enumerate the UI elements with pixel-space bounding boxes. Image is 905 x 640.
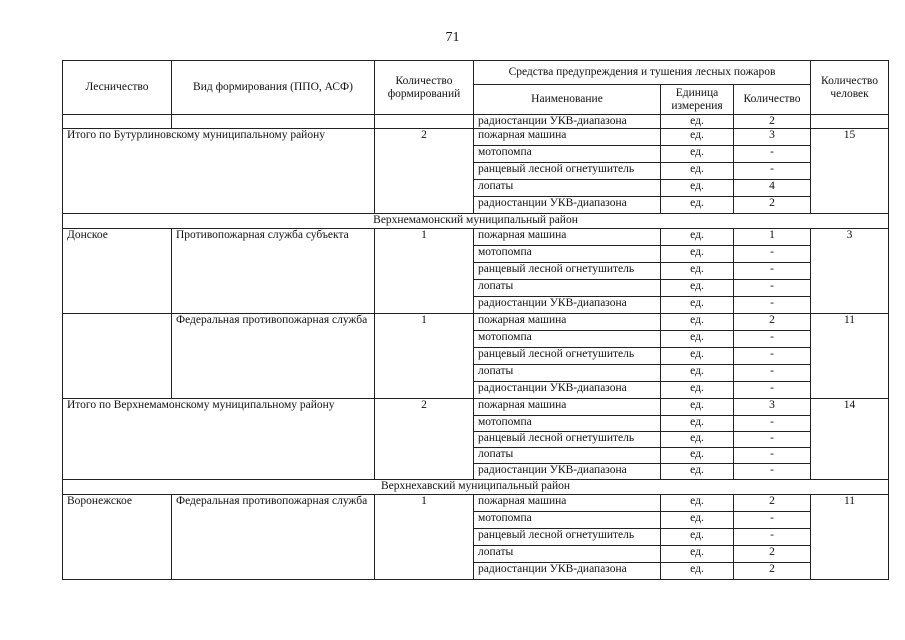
item-unit-cell: ед. [661,180,734,197]
item-name-cell: радиостанции УКВ-диапазона [474,382,661,399]
item-name-cell: ранцевый лесной огнетушитель [474,263,661,280]
header-means: Средства предупреждения и тушения лесных пожаров [474,61,811,85]
item-name-cell: ранцевый лесной огнетушитель [474,348,661,365]
item-unit-cell: ед. [661,229,734,246]
item-name-cell: ранцевый лесной огнетушитель [474,529,661,546]
forestry-cell [63,115,172,129]
item-name-cell: мотопомпа [474,146,661,163]
item-unit-cell: ед. [661,512,734,529]
forestry-cell: Итого по Бутурлиновскому муниципальному району [63,129,375,214]
item-unit-cell: ед. [661,365,734,382]
item-name-cell: радиостанции УКВ-диапазона [474,563,661,580]
forestry-cell: Донское [63,229,172,314]
people-cell: 11 [811,495,889,580]
item-name-cell: пожарная машина [474,495,661,512]
item-unit-cell: ед. [661,280,734,297]
item-unit-cell: ед. [661,246,734,263]
item-qty-cell: - [734,163,811,180]
item-unit-cell: ед. [661,495,734,512]
people-cell: 14 [811,399,889,480]
section-row [63,480,889,495]
item-name-cell: радиостанции УКВ-диапазона [474,297,661,314]
item-qty-cell: 2 [734,197,811,214]
item-qty-cell: 2 [734,314,811,331]
header-formation-type: Вид формирования (ППО, АСФ) [172,61,375,115]
section-row [63,214,889,229]
item-name-cell: пожарная машина [474,314,661,331]
item-name-cell: мотопомпа [474,331,661,348]
item-qty-cell: - [734,365,811,382]
formation-count-cell: 2 [375,399,474,480]
formation-type-cell: Федеральная противопожарная служба [172,495,375,580]
table-row [63,115,889,129]
formation-count-cell: 1 [375,314,474,399]
item-qty-cell: 2 [734,115,811,129]
formation-count-cell: 2 [375,129,474,214]
item-qty-cell: 3 [734,399,811,416]
header-quantity: Количество [734,85,811,115]
item-name-cell: радиостанции УКВ-диапазона [474,464,661,480]
item-name-cell: лопаты [474,280,661,297]
item-qty-cell: - [734,146,811,163]
item-qty-cell: - [734,297,811,314]
item-name-cell: ранцевый лесной огнетушитель [474,432,661,448]
item-qty-cell: - [734,512,811,529]
item-unit-cell: ед. [661,314,734,331]
item-name-cell: лопаты [474,546,661,563]
forestry-cell: Итого по Верхнемамонскому муниципальному району [63,399,375,480]
header-unit: Единица измерения [661,85,734,115]
table-row [63,229,889,246]
item-unit-cell: ед. [661,416,734,432]
header-people: Количество человек [811,61,889,115]
item-qty-cell: - [734,331,811,348]
item-qty-cell: - [734,416,811,432]
item-qty-cell: - [734,448,811,464]
formation-type-cell [172,115,375,129]
item-qty-cell: - [734,529,811,546]
people-cell [811,115,889,129]
formation-count-cell: 1 [375,495,474,580]
table-row [63,129,889,146]
item-qty-cell: - [734,382,811,399]
item-qty-cell: - [734,464,811,480]
item-unit-cell: ед. [661,146,734,163]
formation-count-cell: 1 [375,229,474,314]
item-name-cell: лопаты [474,365,661,382]
item-qty-cell: 4 [734,180,811,197]
item-qty-cell: 1 [734,229,811,246]
item-qty-cell: 2 [734,546,811,563]
item-unit-cell: ед. [661,382,734,399]
formation-type-cell: Противопожарная служба субъекта [172,229,375,314]
item-unit-cell: ед. [661,348,734,365]
item-name-cell: мотопомпа [474,512,661,529]
item-name-cell: пожарная машина [474,129,661,146]
formation-count-cell [375,115,474,129]
item-unit-cell: ед. [661,464,734,480]
item-unit-cell: ед. [661,546,734,563]
item-name-cell: пожарная машина [474,399,661,416]
section-title: Верхнемамонский муниципальный район [63,214,889,229]
item-unit-cell: ед. [661,197,734,214]
people-cell: 11 [811,314,889,399]
item-qty-cell: - [734,432,811,448]
item-name-cell: радиостанции УКВ-диапазона [474,115,661,129]
table-row [63,399,889,416]
forest-fire-resources-table [62,60,889,580]
item-name-cell: радиостанции УКВ-диапазона [474,197,661,214]
item-unit-cell: ед. [661,448,734,464]
item-name-cell: пожарная машина [474,229,661,246]
people-cell: 3 [811,229,889,314]
item-unit-cell: ед. [661,432,734,448]
item-qty-cell: 3 [734,129,811,146]
table-row [63,314,889,331]
item-name-cell: мотопомпа [474,416,661,432]
item-qty-cell: 2 [734,495,811,512]
item-unit-cell: ед. [661,563,734,580]
item-qty-cell: 2 [734,563,811,580]
page-number: 71 [445,30,460,45]
item-unit-cell: ед. [661,529,734,546]
item-unit-cell: ед. [661,399,734,416]
item-name-cell: ранцевый лесной огнетушитель [474,163,661,180]
item-unit-cell: ед. [661,263,734,280]
item-qty-cell: - [734,348,811,365]
item-name-cell: лопаты [474,180,661,197]
table-row [63,495,889,512]
item-unit-cell: ед. [661,297,734,314]
header-name: Наименование [474,85,661,115]
item-unit-cell: ед. [661,129,734,146]
people-cell: 15 [811,129,889,214]
forestry-cell [63,314,172,399]
header-formation-count: Количество формирований [375,61,474,115]
section-title: Верхнехавский муниципальный район [63,480,889,495]
item-unit-cell: ед. [661,115,734,129]
formation-type-cell: Федеральная противопожарная служба [172,314,375,399]
header-forestry: Лесничество [63,61,172,115]
item-name-cell: лопаты [474,448,661,464]
item-unit-cell: ед. [661,163,734,180]
item-qty-cell: - [734,246,811,263]
item-qty-cell: - [734,280,811,297]
item-name-cell: мотопомпа [474,246,661,263]
forestry-cell: Воронежское [63,495,172,580]
item-unit-cell: ед. [661,331,734,348]
item-qty-cell: - [734,263,811,280]
